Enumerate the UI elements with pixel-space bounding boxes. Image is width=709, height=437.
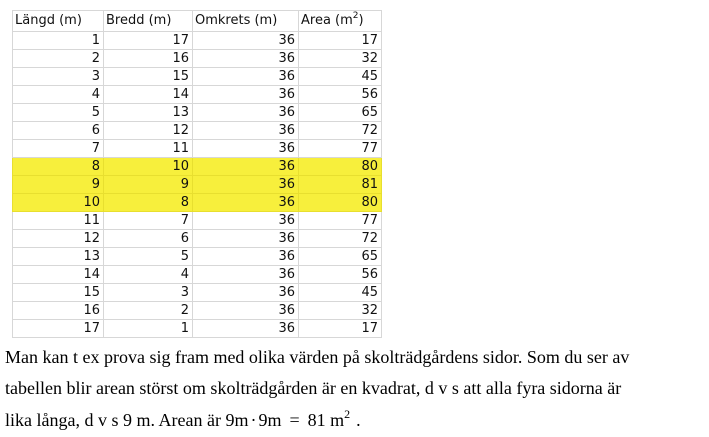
cell-omkrets: 36 xyxy=(193,104,299,122)
cell-langd: 15 xyxy=(13,284,104,302)
cell-langd: 1 xyxy=(13,32,104,50)
cell-omkrets: 36 xyxy=(193,212,299,230)
formula-result: 81 m xyxy=(307,410,345,430)
cell-omkrets: 36 xyxy=(193,266,299,284)
cell-bredd: 12 xyxy=(104,122,193,140)
explanation-text xyxy=(5,342,705,435)
cell-langd: 2 xyxy=(13,50,104,68)
cell-bredd: 14 xyxy=(104,86,193,104)
cell-area: 77 xyxy=(299,212,382,230)
cell-omkrets: 36 xyxy=(193,248,299,266)
cell-area: 65 xyxy=(299,248,382,266)
cell-langd: 8 xyxy=(13,158,104,176)
header-area xyxy=(299,11,382,32)
cell-bredd: 11 xyxy=(104,140,193,158)
table-row xyxy=(13,284,382,302)
table-row xyxy=(13,248,382,266)
table-row xyxy=(13,194,382,212)
cell-area: 17 xyxy=(299,32,382,50)
table-row xyxy=(13,140,382,158)
explanation-line-3 xyxy=(5,404,705,435)
table-body xyxy=(13,32,382,338)
cell-area: 56 xyxy=(299,266,382,284)
cell-langd: 10 xyxy=(13,194,104,212)
cell-area: 17 xyxy=(299,320,382,338)
cell-omkrets: 36 xyxy=(193,158,299,176)
cell-omkrets: 36 xyxy=(193,32,299,50)
cell-bredd: 10 xyxy=(104,158,193,176)
cell-langd: 12 xyxy=(13,230,104,248)
cell-bredd: 2 xyxy=(104,302,193,320)
table-row xyxy=(13,122,382,140)
explanation-line-3-text: lika långa, d v s 9 m. Arean är xyxy=(5,410,226,430)
cell-bredd: 1 xyxy=(104,320,193,338)
cell-area: 32 xyxy=(299,302,382,320)
table-row xyxy=(13,266,382,284)
cell-bredd: 17 xyxy=(104,32,193,50)
table-row xyxy=(13,320,382,338)
cell-omkrets: 36 xyxy=(193,68,299,86)
table-row xyxy=(13,50,382,68)
table-header-row xyxy=(13,11,382,32)
cell-area: 80 xyxy=(299,158,382,176)
cell-langd: 13 xyxy=(13,248,104,266)
cell-bredd: 5 xyxy=(104,248,193,266)
cell-langd: 7 xyxy=(13,140,104,158)
cell-bredd: 7 xyxy=(104,212,193,230)
table-row xyxy=(13,86,382,104)
cell-langd: 4 xyxy=(13,86,104,104)
cell-omkrets: 36 xyxy=(193,140,299,158)
explanation-line-2: tabellen blir arean störst om skolträdgården är en kvadrat, d v s att alla fyra sidorna är xyxy=(5,378,622,398)
table-row xyxy=(13,32,382,50)
header-area-label: Area (m xyxy=(301,13,353,28)
cell-area: 65 xyxy=(299,104,382,122)
formula-dot: · xyxy=(250,410,257,430)
formula-left: 9m xyxy=(225,410,249,430)
header-area-exponent: 2 xyxy=(352,11,359,21)
cell-area: 81 xyxy=(299,176,382,194)
cell-area: 72 xyxy=(299,230,382,248)
cell-langd: 17 xyxy=(13,320,104,338)
dimensions-table xyxy=(12,10,382,338)
table-row xyxy=(13,302,382,320)
cell-area: 56 xyxy=(299,86,382,104)
header-omkrets: Omkrets (m) xyxy=(193,11,299,32)
cell-langd: 3 xyxy=(13,68,104,86)
cell-bredd: 16 xyxy=(104,50,193,68)
cell-area: 77 xyxy=(299,140,382,158)
cell-omkrets: 36 xyxy=(193,122,299,140)
header-langd: Längd (m) xyxy=(13,11,104,32)
cell-langd: 6 xyxy=(13,122,104,140)
cell-omkrets: 36 xyxy=(193,320,299,338)
cell-bredd: 9 xyxy=(104,176,193,194)
cell-omkrets: 36 xyxy=(193,194,299,212)
cell-omkrets: 36 xyxy=(193,176,299,194)
cell-langd: 14 xyxy=(13,266,104,284)
cell-omkrets: 36 xyxy=(193,86,299,104)
header-area-close: ) xyxy=(358,13,364,28)
cell-omkrets: 36 xyxy=(193,284,299,302)
cell-bredd: 6 xyxy=(104,230,193,248)
formula-exponent: 2 xyxy=(344,407,351,421)
formula-equals: = xyxy=(289,410,300,430)
cell-area: 45 xyxy=(299,284,382,302)
cell-bredd: 15 xyxy=(104,68,193,86)
cell-area: 45 xyxy=(299,68,382,86)
header-bredd: Bredd (m) xyxy=(104,11,193,32)
table-row xyxy=(13,104,382,122)
table-row xyxy=(13,212,382,230)
explanation-line-1: Man kan t ex prova sig fram med olika värden på skolträdgårdens sidor. Som du ser av xyxy=(5,347,630,367)
cell-bredd: 8 xyxy=(104,194,193,212)
cell-area: 32 xyxy=(299,50,382,68)
cell-area: 72 xyxy=(299,122,382,140)
cell-area: 80 xyxy=(299,194,382,212)
cell-bredd: 4 xyxy=(104,266,193,284)
cell-langd: 16 xyxy=(13,302,104,320)
table-row xyxy=(13,158,382,176)
cell-omkrets: 36 xyxy=(193,302,299,320)
cell-bredd: 3 xyxy=(104,284,193,302)
cell-omkrets: 36 xyxy=(193,230,299,248)
table-row xyxy=(13,230,382,248)
cell-langd: 5 xyxy=(13,104,104,122)
cell-langd: 9 xyxy=(13,176,104,194)
table-row xyxy=(13,68,382,86)
formula-right: 9m xyxy=(258,410,282,430)
cell-omkrets: 36 xyxy=(193,50,299,68)
cell-langd: 11 xyxy=(13,212,104,230)
table-row xyxy=(13,176,382,194)
cell-bredd: 13 xyxy=(104,104,193,122)
formula-end: . xyxy=(356,410,361,430)
